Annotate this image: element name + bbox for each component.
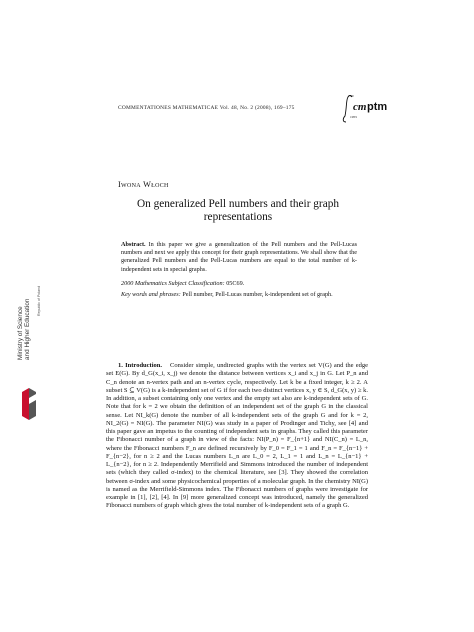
logo-cm: cm: [353, 101, 367, 113]
introduction-heading: 1. Introduction.: [118, 362, 163, 369]
keywords-value: Pell number, Pell-Lucas number, k-independent set of graph.: [182, 291, 333, 298]
ministry-line-2: and Higher Education: [23, 298, 31, 360]
logo-ptm: ptm: [367, 101, 388, 113]
keywords: [121, 291, 357, 299]
logo-upper-limit: 50: [350, 94, 354, 98]
abstract-text: In this paper we give a generalization of the Pell numbers and the Pell-Lucas numbers and next we apply this concept for their graph representations. We shall show that the generalized Pell numbers and the Pell-Lucas numbers are equal to the total number of k-independent sets in special graphs.: [121, 241, 358, 273]
ministry-line-1: Ministry of Science: [17, 306, 24, 360]
paper-title: On generalized Pell numbers and their graph representations: [136, 198, 340, 223]
logo-year: 1955: [350, 115, 357, 119]
msc-label: 2000 Mathematics Subject Classification:: [121, 280, 225, 287]
ministry-text: [18, 299, 32, 360]
abstract-label: Abstract.: [121, 241, 146, 248]
journal-logo: [340, 94, 402, 124]
keywords-label: Key words and phrases:: [121, 291, 181, 298]
msc-classification: [121, 280, 357, 288]
republic-text: Republic of Poland: [37, 285, 41, 316]
author-name: Iwona Włoch: [118, 180, 169, 189]
introduction-text: Consider simple, undirected graphs with the vertex set V(G) and the edge set E(G). By d_G(x_i, x_j) we denote the distance between vertices x_i and x_j in G. Let P_n and C_n denote an n-vertex path and an n-vertex cycle, respectively. Let k be a fixed integer, k ≥ 2. A subset S ⊆ V(G) is a k-independent set of G if for each two distinct vertices x, y ∈ S, d_G(x, y) ≥ k. In addition, a subset containing only one vertex and the empty set also are k-independent sets of G. Note that for k = 2 we obtain the definition of an independent set of the graph G in the classical sense. Let NI_k(G) denote the number of all k-independent sets of the graph G and for k = 2, NI_2(G) = NI(G). The parameter NI(G) was study in a paper of Prodinger and Tichy, see [4] and this paper gave an impetus to the counting of independent sets in graphs. They called this parameter the Fibonacci number of a graph in view of the facts: NI(P_n) = F_{n+1} and NI(C_n) = L_n, where the Fibonacci numbers F_n are defined recursively by F_0 = F_1 = 1 and F_n = F_{n−1} + F_{n−2}, for n ≥ 2 and the Lucas numbers L_n are L_0 = 2, L_1 = 1 and L_n = L_{n−1} + L_{n−2}, for n ≥ 2. Independently Merrifield and Simmons introduced the number of independent sets (which they called σ-index) to the chemical literature, see [3]. They showed the correlation between σ-index and some physicochemical properties of a molecular graph. In the chemistry NI(G) is named as the Merrifield-Simmons index. The Fibonacci numbers of graphs were investigate for example in [1], [2], [4]. In [9] more generalized concept was introduced, namely the generalized Fibonacci numbers of graph which gives the total number of k-independent sets of a graph G.: [106, 362, 369, 510]
ministry-emblem-icon: [18, 386, 40, 424]
msc-value: 05C69.: [226, 280, 245, 287]
abstract: [121, 241, 357, 274]
introduction-section: [106, 362, 368, 511]
journal-header: COMMENTATIONES MATHEMATICAE Vol. 48, No. 2 (2008), 169–175: [118, 105, 295, 111]
